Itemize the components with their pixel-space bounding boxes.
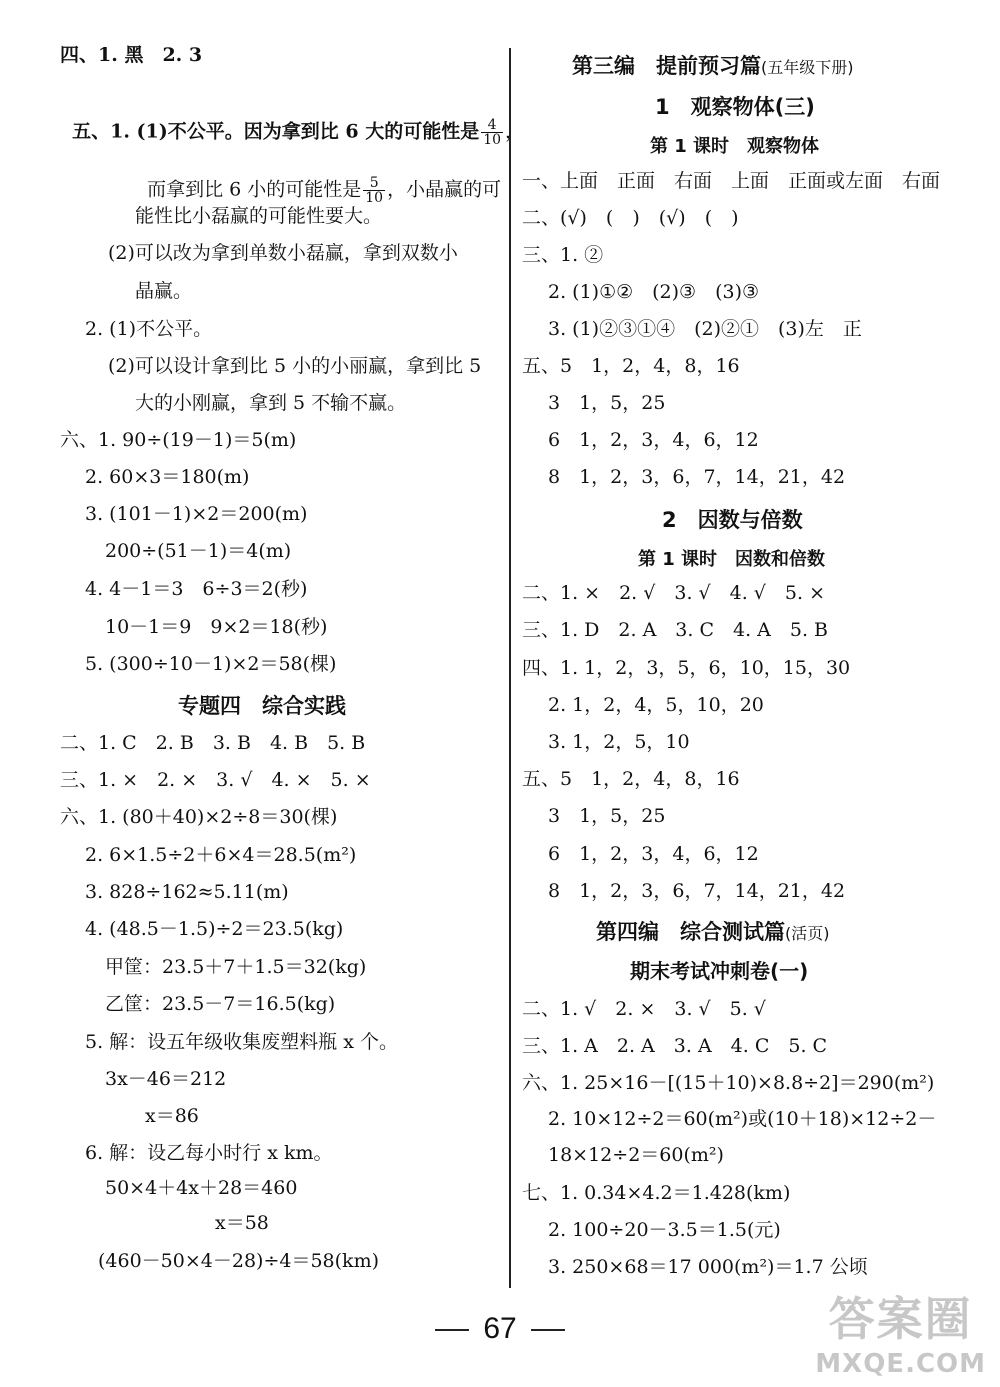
answer-line: 晶赢。 xyxy=(135,280,193,302)
answer-line: 二、1. C 2. B 3. B 4. B 5. B xyxy=(60,732,366,754)
answer-line: 3 1，5，25 xyxy=(548,805,666,827)
answer-line: 二、(√) ( ) (√) ( ) xyxy=(522,207,739,229)
answer-line: 七、1. 0.34×4.2＝1.428(km) xyxy=(522,1182,791,1204)
answer-line: 五、5 1，2，4，8，16 xyxy=(522,768,740,790)
answer-line: 一、上面 正面 右面 上面 正面或左面 右面 xyxy=(522,170,941,192)
answer-line: 6 1，2，3，4，6，12 xyxy=(548,429,759,451)
answer-line: 50×4＋4x＋28＝460 xyxy=(105,1177,298,1199)
part-heading-title: 第三编 提前预习篇 xyxy=(572,54,761,78)
answer-line: 3x－46＝212 xyxy=(105,1068,227,1090)
dash-decoration xyxy=(531,1329,565,1331)
answer-line: 甲筐：23.5＋7＋1.5＝32(kg) xyxy=(105,956,367,978)
answer-line: 六、1. 90÷(19－1)＝5(m) xyxy=(60,429,297,451)
answer-line: 四、1. 1，2，3，5，6，10，15，30 xyxy=(522,657,851,679)
part-heading-note: (活页) xyxy=(785,924,830,943)
answer-line: 大的小刚赢，拿到 5 不输不赢。 xyxy=(135,392,407,414)
fraction xyxy=(481,118,503,147)
answer-line: 二、1. × 2. √ 3. √ 4. √ 5. × xyxy=(522,582,825,604)
answer-line: 六、1. 25×16－[(15＋10)×8.8÷2]＝290(m²) xyxy=(522,1072,935,1094)
answer-line: 8 1，2，3，6，7，14，21，42 xyxy=(548,466,846,488)
answer-line: 3. 828÷162≈5.11(m) xyxy=(85,881,289,903)
answer-line: 2. 10×12÷2＝60(m²)或(10＋18)×12÷2－ xyxy=(548,1108,937,1130)
answer-line: 乙筐：23.5－7＝16.5(kg) xyxy=(105,993,336,1015)
answer-line xyxy=(135,150,501,205)
answer-line: 六、1. (80＋40)×2÷8＝30(棵) xyxy=(60,806,338,828)
part-heading xyxy=(572,50,854,80)
answer-text: ， xyxy=(505,120,525,143)
answer-line: 2. 100÷20－3.5＝1.5(元) xyxy=(548,1219,781,1241)
fraction-denominator: 10 xyxy=(483,132,502,148)
answer-line: 二、1. √ 2. × 3. √ 5. √ xyxy=(522,998,766,1020)
watermark-url: MXQE.COM xyxy=(815,1349,986,1379)
answer-line: 2. 60×3＝180(m) xyxy=(85,466,250,488)
answer-line: 3. (101－1)×2＝200(m) xyxy=(85,503,308,525)
exam-heading: 期末考试冲刺卷(一) xyxy=(630,959,809,983)
answer-text: 而拿到比 6 小的可能性是 xyxy=(147,178,362,201)
part-heading-note: (五年级下册) xyxy=(761,58,854,77)
answer-line: 3. 1，2，5，10 xyxy=(548,731,690,753)
section-heading: 2 因数与倍数 xyxy=(662,508,803,532)
page-number-text: 67 xyxy=(483,1312,517,1345)
answer-line: 三、1. × 2. × 3. √ 4. × 5. × xyxy=(60,769,371,791)
answer-line: 3. (1)②③①④ (2)②① (3)左 正 xyxy=(548,318,862,340)
answer-line: 能性比小磊赢的可能性要大。 xyxy=(135,205,383,227)
answer-line: 200÷(51－1)＝4(m) xyxy=(105,540,292,562)
answer-line: 4. (48.5－1.5)÷2＝23.5(kg) xyxy=(85,918,344,940)
answer-line: 2. (1)①② (2)③ (3)③ xyxy=(548,281,760,303)
fraction-denominator: 10 xyxy=(365,190,384,206)
fraction-numerator: 5 xyxy=(363,176,385,191)
answer-line: 4. 4－1＝3 6÷3＝2(秒) xyxy=(85,578,308,600)
part-heading xyxy=(596,916,830,946)
answer-line: (2)可以设计拿到比 5 小的小丽赢，拿到比 5 xyxy=(108,355,482,377)
answer-line: 6. 解：设乙每小时行 x km。 xyxy=(85,1142,333,1164)
answer-line: 2. 1，2，4，5，10，20 xyxy=(548,694,764,716)
section-heading: 专题四 综合实践 xyxy=(178,694,346,718)
answer-line: 8 1，2，3，6，7，14，21，42 xyxy=(548,880,846,902)
answer-line: 3. 250×68＝17 000(m²)＝1.7 公顷 xyxy=(548,1256,868,1278)
answer-text: ，小晶赢的可 xyxy=(387,178,502,201)
watermark-title: 答案圈 xyxy=(828,1292,973,1346)
part-heading-title: 第四编 综合测试篇 xyxy=(596,920,785,944)
answer-line: 四、1. 黑 2. 3 xyxy=(60,44,203,66)
answer-line: 三、1. D 2. A 3. C 4. A 5. B xyxy=(522,619,829,641)
answer-line: 5. (300÷10－1)×2＝58(棵) xyxy=(85,653,337,675)
lesson-heading: 第 1 课时 观察物体 xyxy=(650,136,820,157)
dash-decoration xyxy=(435,1329,469,1331)
answer-line: (460－50×4－28)÷4＝58(km) xyxy=(98,1250,379,1272)
answer-line: 三、1. A 2. A 3. A 4. C 5. C xyxy=(522,1035,828,1057)
answer-line: 2. 6×1.5÷2＋6×4＝28.5(m²) xyxy=(85,844,357,866)
answer-line: 18×12÷2＝60(m²) xyxy=(548,1144,724,1166)
answer-line: 6 1，2，3，4，6，12 xyxy=(548,843,759,865)
answer-line: x＝86 xyxy=(145,1105,199,1127)
answer-line: 五、5 1，2，4，8，16 xyxy=(522,355,740,377)
fraction xyxy=(363,176,385,205)
answer-text: 五、1. (1)不公平。因为拿到比 6 大的可能性是 xyxy=(72,120,480,143)
column-divider xyxy=(509,48,511,1288)
watermark-logo xyxy=(815,1283,986,1379)
answer-line: 2. (1)不公平。 xyxy=(85,318,213,340)
answer-line: 3 1，5，25 xyxy=(548,392,666,414)
answer-line xyxy=(60,92,524,147)
lesson-heading: 第 1 课时 因数和倍数 xyxy=(638,549,826,570)
answer-line: 10－1＝9 9×2＝18(秒) xyxy=(105,616,328,638)
section-heading: 1 观察物体(三) xyxy=(655,95,815,119)
answer-line: 5. 解：设五年级收集废塑料瓶 x 个。 xyxy=(85,1031,398,1053)
answer-line: x＝58 xyxy=(215,1212,269,1234)
fraction-numerator: 4 xyxy=(481,118,503,133)
answer-line: (2)可以改为拿到单数小磊赢，拿到双数小 xyxy=(108,242,458,264)
answer-line: 三、1. ② xyxy=(522,244,604,266)
